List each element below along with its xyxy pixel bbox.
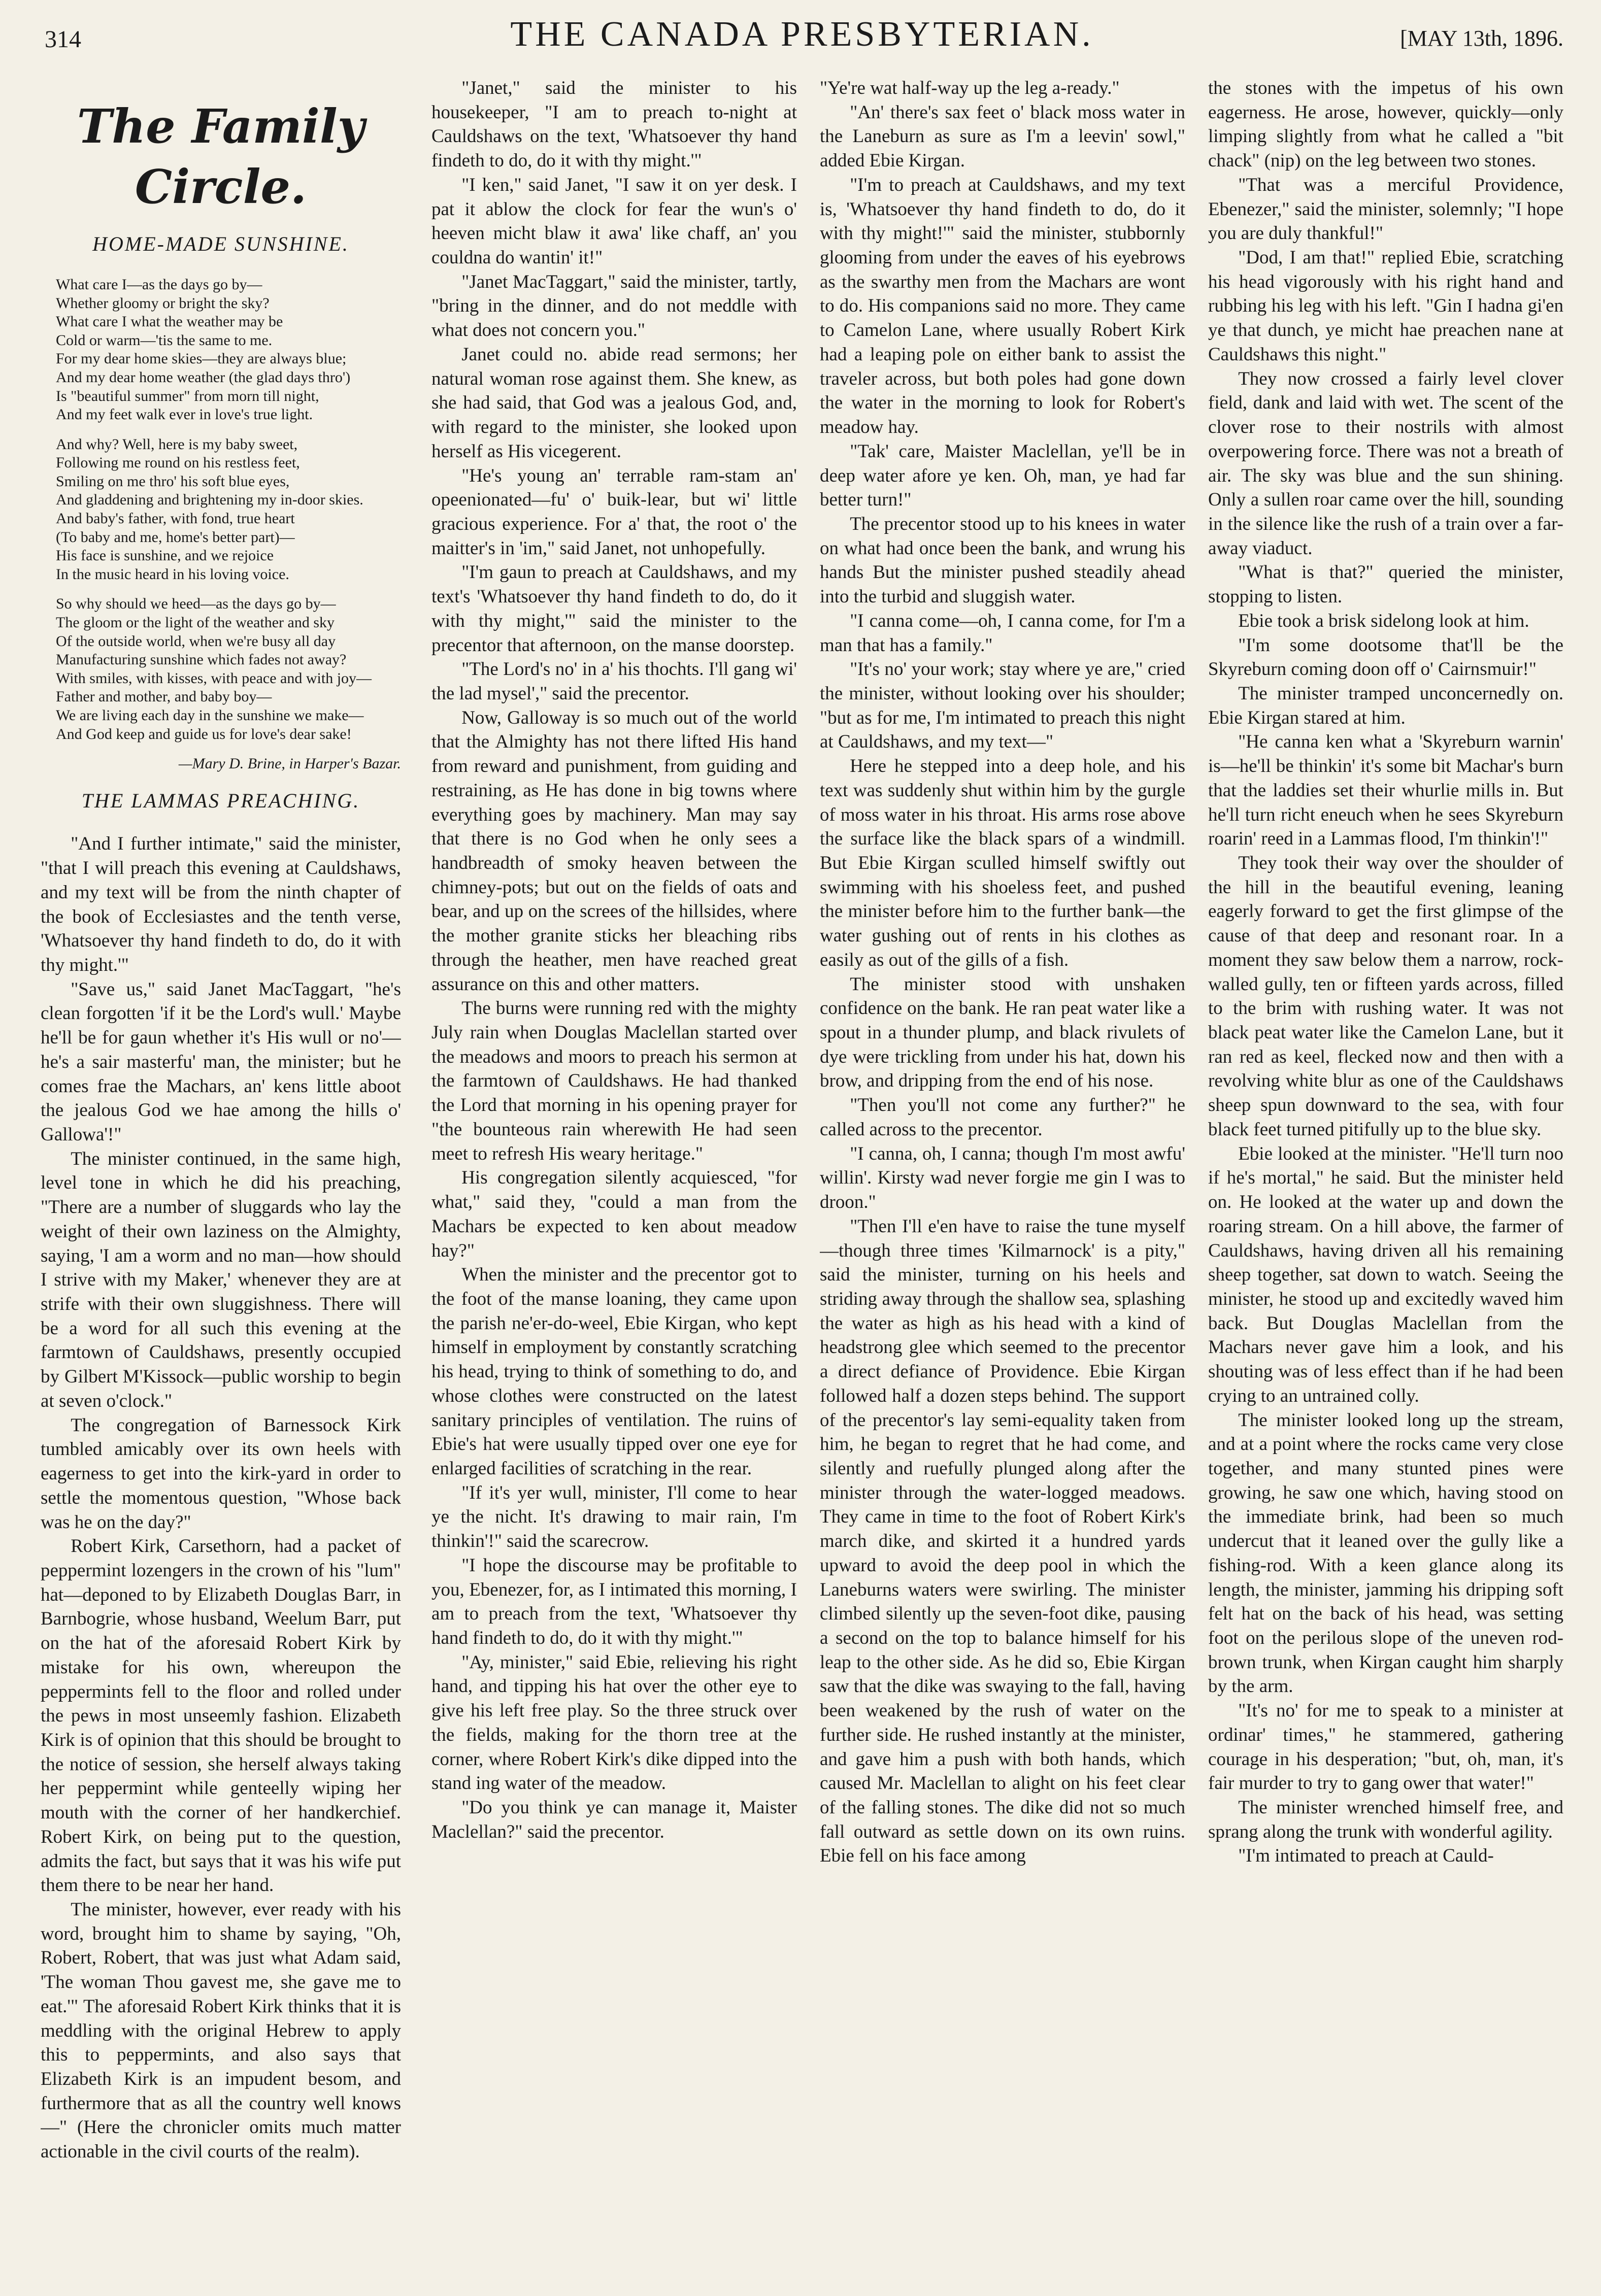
paragraph: The minister tramped unconcernedly on. Ebie Kirgan stared at him. <box>1208 683 1563 728</box>
poem-line: In the music heard in his loving voice. <box>56 565 289 583</box>
poem-line: (To baby and me, home's better part)— <box>56 528 295 546</box>
paragraph: Robert Kirk, Carsethorn, had a packet of peppermint lozengers in the crown of his "lum" hat—deponed to by Elizabeth Douglas Barr, in Barnbogrie, whose husband, Weelum Barr, put on the hat of the aforesaid Robert Kirk by mistake for his own, whereupon the peppermints fell to the floor and rolled under the pews in most unseemly fashion. Elizabeth Kirk is of opinion that this should be brought to the notice of session, she herself always taking her peppermint while genteelly wiping her mouth with the corner of her handkerchief. Robert Kirk, on being put to the question, admits the fact, but says that it was his wife put them there to be near her hand. <box>41 1536 401 1896</box>
issue-date: [MAY 13th, 1896. <box>1400 26 1563 51</box>
poem-line: With smiles, with kisses, with peace and with joy— <box>56 669 372 687</box>
paragraph: Here he stepped into a deep hole, and his text was suddenly shut within him by the gurgle of moss water in his throat. His arms rose above the surface like the black spars of a windmill. But Ebie Kirgan sculled himself swiftly out swimming with his shoeless feet, and pushed the minister before him to the further bank—the water gushing out of rents in his clothes as easily as out of the gills of a fish. <box>820 756 1185 970</box>
column-3 <box>820 76 1185 2279</box>
paragraph: "I'm some dootsome that'll be the Skyreburn coming doon off o' Cairnsmuir!" <box>1208 634 1563 680</box>
paragraph: They took their way over the shoulder of the hill in the beautiful evening, leaning eagerly forward to get the first glimpse of the cause of that deep and resonant roar. In a moment they saw below them a narrow, rock-walled gully, ten or fifteen yards across, filled to the brim with rushing water. It was not black peat water like the Camelon Lane, but it ran red as keel, flecked now and then with a revolving white blur as one of the Cauldshaws sheep spun downward to the sea, with four black feet turned pitifully up to the blue sky. <box>1208 853 1563 1140</box>
poem-attribution: —Mary D. Brine, in Harper's Bazar. <box>178 755 401 772</box>
page-header <box>41 0 1563 56</box>
poem-line: Father and mother, and baby boy— <box>56 688 272 705</box>
paragraph: the stones with the impetus of his own eagerness. He arose, however, quickly—only limping slightly from what he called a "bit chack" (nip) on the leg between two stones. <box>1208 78 1563 172</box>
paragraph: His congregation silently acquiesced, "for what," said they, "could a man from the Machars be expected to ken about meadow hay?" <box>431 1167 797 1261</box>
paragraph: "Do you think ye can manage it, Maister Maclellan?" said the precentor. <box>431 1797 797 1842</box>
paragraph: They now crossed a fairly level clover field, dank and laid with wet. The scent of the clover rose to their nostrils with almost overpowering force. There was not a breath of air. The sky was blue and the sun shining. Only a sullen roar came over the hill, sounding in the silence like the rush of a train over a far-away viaduct. <box>1208 368 1563 559</box>
paragraph: "I'm gaun to preach at Cauldshaws, and my text's 'Whatsoever thy hand findeth to do, do it with thy might,'" said the minister to the precentor that afternoon, on the manse doorstep. <box>431 562 797 656</box>
paragraph: The minister, however, ever ready with his word, brought him to shame by saying, "Oh, Robert, Robert, that was just what Adam said, 'The woman Thou gavest me, she gave me to eat.'" The aforesaid Robert Kirk thinks that it is meddling with the original Hebrew to apply this to peppermints, and also says that Elizabeth Kirk is an impudent besom, and furthermore that as all the country well knows—" (Here the chronicler omits much matter actionable in the civil courts of the realm). <box>41 1899 401 2163</box>
paragraph: "Tak' care, Maister Maclellan, ye'll be in deep water afore ye ken. Oh, man, ye had far better turn!" <box>820 441 1185 511</box>
poem-line: And baby's father, with fond, true heart <box>56 510 295 527</box>
paragraph: "Ay, minister," said Ebie, relieving his right hand, and tipping his hat over the other eye to give his left free play. So the three struck over the fields, making for the thorn tree at the corner, where Robert Kirk's dike dipped into the stand ing water of the meadow. <box>431 1651 797 1794</box>
paragraph: "Save us," said Janet MacTaggart, "he's clean forgotten 'if it be the Lord's wull.' Maybe he'll be for gaun whether it's His wull or no'—he's a sair masterfu' man, the minister; but he comes frae the Machars, an' kens little aboot the jealous God we hae among the hills o' Gallowa'!" <box>41 978 401 1145</box>
column-2 <box>431 76 797 2279</box>
paragraph: "I ken," said Janet, "I saw it on yer desk. I pat it ablow the clock for fear the wun's o' heeven micht blaw it awa' like chaff, an' you couldna do wantin' it!" <box>431 174 797 268</box>
paragraph: "If it's yer wull, minister, I'll come to hear ye the nicht. It's drawing to mair rain, I'm thinkin'!" said the scarecrow. <box>431 1482 797 1552</box>
newspaper-title: THE CANADA PRESBYTERIAN. <box>510 15 1094 54</box>
poem-line: Whether gloomy or bright the sky? <box>56 294 270 312</box>
poem-line: Cold or warm—'tis the same to me. <box>56 331 273 349</box>
paragraph: "I canna, oh, I canna; though I'm most awfu' willin'. Kirsty wad never forgie me gin I was to droon." <box>820 1143 1185 1213</box>
poem-line: What care I—as the days go by— <box>56 276 262 293</box>
paragraph: The precentor stood up to his knees in water on what had once been the bank, and wrung his hands But the minister pushed steadily ahead into the turbid and sluggish water. <box>820 513 1185 607</box>
paragraph: "Then you'll not come any further?" he called across to the precentor. <box>820 1095 1185 1140</box>
poem-line: We are living each day in the sunshine we make— <box>56 707 364 724</box>
poem-stanza <box>56 435 401 584</box>
paragraph: "He canna ken what a 'Skyreburn warnin' is—he'll be thinkin' it's some bit Machar's burn that the laddies set their whurlie mills in. But he'll turn richt eneuch when he sees Skyreburn roarin' reed in a Lammas flood, I'm thinkin'!" <box>1208 731 1563 850</box>
paragraph: "I canna come—oh, I canna come, for I'm a man that has a family." <box>820 610 1185 656</box>
paragraph: "An' there's sax feet o' black moss water in the Laneburn as sure as I'm a leevin' sowl," added Ebie Kirgan. <box>820 102 1185 172</box>
poem-line: And my dear home weather (the glad days thro') <box>56 368 351 386</box>
section-title: The Family Circle. <box>77 99 365 214</box>
poem-line: Of the outside world, when we're busy all day <box>56 632 336 650</box>
poem-line: Manufacturing sunshine which fades not away? <box>56 651 347 668</box>
paragraph: "Janet MacTaggart," said the minister, tartly, "bring in the dinner, and do not meddle with what does not concern you." <box>431 271 797 341</box>
paragraph: The minister continued, in the same high, level tone in which he did his preaching, "There are a number of sluggards who lay the weight of their own laziness on the Almighty, saying, 'I am a worm and no man—how should I strive with my Maker,' whenever they are at strife with their own sluggishness. There will be a word for all such this evening at the farmtown of Cauldshaws, presently occupied by Gilbert M'Kissock—public worship to begin at seven o'clock." <box>41 1148 401 1411</box>
paragraph: "Ye're wat half-way up the leg a-ready." <box>820 78 1120 98</box>
paragraph: "I'm intimated to preach at Cauld- <box>1238 1845 1494 1867</box>
column-1 <box>41 76 401 2279</box>
paragraph: "What is that?" queried the minister, stopping to listen. <box>1208 562 1563 607</box>
paragraph: The minister wrenched himself free, and sprang along the trunk with wonderful agility. <box>1208 1797 1563 1842</box>
poem-line: The gloom or the light of the weather and sky <box>56 614 335 631</box>
paragraph: The burns were running red with the mighty July rain when Douglas Maclellan started over the meadows and moors to preach his sermon at the farmtown of Cauldshaws. He had thanked the Lord that morning in his opening prayer for "the bounteous rain wherewith He had seen meet to refresh His weary heritage." <box>431 998 797 1164</box>
poem-line: Smiling on me thro' his soft blue eyes, <box>56 472 290 490</box>
poem <box>56 276 401 773</box>
paragraph: "Then I'll e'en have to raise the tune myself—though three times 'Kilmarnock' is a pity," said the minister, turning on his heels and striding away through the shallow sea, splashing the water as high as his head with a kind of headstrong glee which seemed to the precentor a direct defiance of Providence. Ebie Kirgan followed half a dozen steps behind. The support of the precentor's lay semi-equality taken from him, he began to regret that he had come, and silently and ruefully plunged along after the minister through the water-logged meadows. They came in time to the foot of Robert Kirk's march dike, and skirted it a hundred yards upward to avoid the deep pool in which the Laneburns waters were swirling. The minister climbed silently up the seven-foot dike, pausing a second on the top to balance himself for his leap to the other side. As he did so, Ebie Kirgan saw that the dike was swaying to the fall, having been weakened by the rush of water on the further side. He rushed instantly at the minister, and gave him a push with both hands, which caused Mr. Maclellan to alight on his feet clear of the falling stones. The dike did not so much fall outward as settle down on its own ruins. Ebie fell on his face among <box>820 1215 1185 1867</box>
poem-stanza <box>56 276 401 424</box>
paragraph: "It's no' your work; stay where ye are," cried the minister, without looking over his shoulder; "but as for me, I'm intimated to preach this night at Cauldshaws, and my text—" <box>820 659 1185 753</box>
paragraph: Now, Galloway is so much out of the world that the Almighty has not there lifted His hand from reward and punishment, from guiding and restraining, as He has done in big towns where everything goes by machinery. Man may say that there is no God when he only sees a handbreadth of smoky heaven between the chimney-pots; but out on the fields of oats and bear, and up on the screes of the hillsides, where the mother granite sticks her bleaching ribs through the heather, men have reached great assurance on this and other matters. <box>431 707 797 995</box>
paragraph: "I hope the discourse may be profitable to you, Ebenezer, for, as I intimated this morning, I am to preach from the text, 'Whatsoever thy hand findeth to do, do it with thy might.'" <box>431 1555 797 1648</box>
poem-line: What care I what the weather may be <box>56 313 283 330</box>
poem-line: For my dear home skies—they are always blue; <box>56 350 347 367</box>
poem-line: And why? Well, here is my baby sweet, <box>56 435 298 453</box>
poem-line: His face is sunshine, and we rejoice <box>56 547 274 564</box>
paragraph: "Dod, I am that!" replied Ebie, scratching his head vigorously with his right hand and rubbing his leg with his left. "Gin I hadna gi'en ye that dunch, ye micht hae preachen nane at Cauldshaws this night." <box>1208 247 1563 365</box>
paragraph: The congregation of Barnessock Kirk tumbled amicably over its own heels with eagerness to get into the kirk-yard in order to settle the momentous question, "Whose back was he on the day?" <box>41 1414 401 1533</box>
poem-title: HOME-MADE SUNSHINE. <box>92 232 349 256</box>
poem-line: And gladdening and brightening my in-door skies. <box>56 491 363 509</box>
story-title: THE LAMMAS PREACHING. <box>81 789 360 812</box>
paragraph: "And I further intimate," said the minister, "that I will preach this evening at Cauldshaws, and my text will be from the ninth chapter of the book of Ecclesiastes and the tenth verse, 'Whatsoever thy hand findeth to do, do it with thy might.'" <box>41 833 401 975</box>
paragraph: Ebie looked at the minister. "He'll turn noo if he's mortal," he said. But the minister held on. He looked at the water up and down the roaring stream. On a hill above, the farmer of Cauldshaws, having driven all his remaining sheep together, sat down to watch. Seeing the minister, he stood up and excitedly waved him back. But Douglas Maclellan from the Machars never gave him a look, and his shouting was of less effect than if he had been crying to an untrained colly. <box>1208 1143 1563 1406</box>
paragraph: The minister looked long up the stream, and at a point where the rocks came very close together, and many stunted pines were growing, he saw one which, having stood on the immediate brink, had been so much undercut that it leaned over the gully like a fishing-rod. With a keen glance along its length, the minister, jamming his dripping soft felt hat on the back of his head, was setting foot on the perilous slope of the uneven rod-brown trunk, when Kirgan caught him sharply by the arm. <box>1208 1409 1563 1697</box>
poem-line: Is "beautiful summer" from morn till night, <box>56 387 319 404</box>
paragraph: "I'm to preach at Cauldshaws, and my text is, 'Whatsoever thy hand findeth to do, do it with thy might!'" said the minister, stubbornly glooming from under the eaves of his eyebrows as the swarthy men from the Machars are wont to do. His companions said no more. They came to Camelon Lane, where usually Robert Kirk had a leaping pole on either bank to assist the traveler across, but both poles had gone down the water in the morning to look for Robert's meadow hay. <box>820 174 1185 438</box>
poem-line: So why should we heed—as the days go by— <box>56 595 336 613</box>
paragraph: "The Lord's no' in a' his thochts. I'll gang wi' the lad mysel'," said the precentor. <box>431 659 797 704</box>
paragraph: When the minister and the precentor got to the foot of the manse loaning, they came upon the parish ne'er-do-weel, Ebie Kirgan, who kept himself in employment by constantly scratching his head, trying to think of something to do, and whose clothes were constructed on the latest sanitary principles of ventilation. The ruins of Ebie's hat were usually tipped over one eye for enlarged facilities of scratching in the rear. <box>431 1264 797 1479</box>
poem-line: And my feet walk ever in love's true light. <box>56 406 313 423</box>
paragraph: Janet could no. abide read sermons; her natural woman rose against them. She knew, as she had said, that God was a jealous God, and, with regard to the minister, she looked upon herself as His vicegerent. <box>431 344 797 462</box>
page-number: 314 <box>45 26 81 53</box>
paragraph: The minister stood with unshaken confidence on the bank. He ran peat water like a spout in a thunder plump, and black rivulets of dye were trickling from under his hat, down his brow, and dripping from the end of his nose. <box>820 973 1185 1092</box>
paragraph: "Janet," said the minister to his housekeeper, "I am to preach to-night at Cauldshaws on the text, 'Whatsoever thy hand findeth to do, do it with thy might.'" <box>431 78 797 172</box>
column-4 <box>1208 76 1563 2279</box>
poem-line: Following me round on his restless feet, <box>56 454 300 471</box>
paragraph: Ebie took a brisk sidelong look at him. <box>1238 610 1529 631</box>
poem-line: And God keep and guide us for love's dear sake! <box>56 725 352 742</box>
paragraph: "It's no' for me to speak to a minister at ordinar' times," he stammered, gathering courage in his desperation; "but, oh, man, it's fair murder to try to gang ower that water!" <box>1208 1700 1563 1794</box>
poem-stanza <box>56 595 401 744</box>
paragraph: "That was a merciful Providence, Ebenezer," said the minister, solemnly; "I hope you are duly thankful!" <box>1208 174 1563 244</box>
paragraph: "He's young an' terrable ram-stam an' opeenionated—fu' o' buik-lear, but wi' little gracious experience. For a' that, the root o' the maitter's in 'im," said Janet, not unhopefully. <box>431 465 797 559</box>
article-columns <box>41 76 1563 2279</box>
